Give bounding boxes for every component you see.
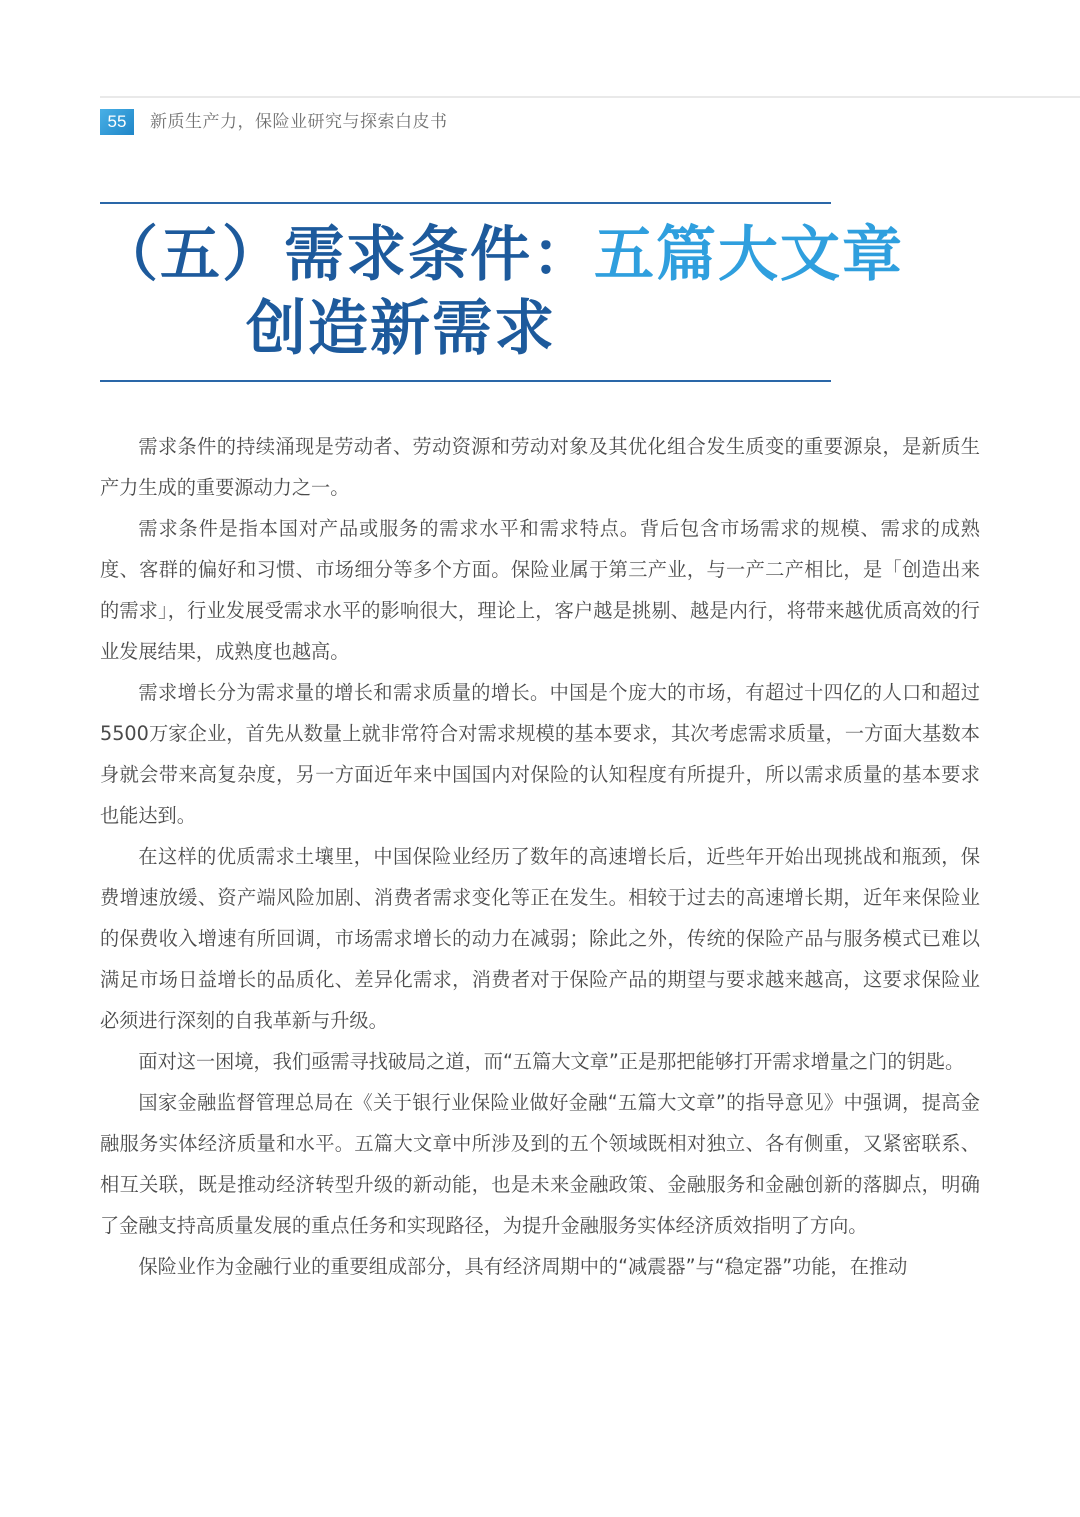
section-title-line-2: 创造新需求 — [246, 294, 556, 364]
paragraph: 需求增长分为需求量的增长和需求质量的增长。中国是个庞大的市场，有超过十四亿的人口和超过5500万家企业，首先从数量上就非常符合对需求规模的基本要求，其次考虑需求质量，一方面大基数本身就会带来高复杂度，另一方面近年来中国国内对保险的认知程度有所提升，所以需求质量的基本要求也能达到。 — [100, 681, 980, 827]
paragraph: 面对这一困境，我们亟需寻找破局之道，而“五篇大文章”正是那把能够打开需求增量之门的钥匙。 — [138, 1050, 965, 1073]
document-title: 新质生产力，保险业研究与探索白皮书 — [150, 112, 448, 132]
section-title-prefix: （五） — [98, 220, 284, 290]
paragraph: 国家金融监督管理总局在《关于银行业保险业做好金融“五篇大文章”的指导意见》中强调，提高金融服务实体经济质量和水平。五篇大文章中所涉及到的五个领域既相对独立、各有侧重，又紧密联系、相互关联，既是推动经济转型升级的新动能，也是未来金融政策、金融服务和金融创新的落脚点，明确了金融支持高质量发展的重点任务和实现路径，为提升金融服务实体经济质效指明了方向。 — [100, 1091, 980, 1237]
section-title — [98, 218, 904, 366]
page-number-badge: 55 — [100, 109, 134, 135]
title-rule-top — [100, 202, 831, 204]
section-title-line-1 — [98, 218, 904, 292]
paragraph: 保险业作为金融行业的重要组成部分，具有经济周期中的“减震器”与“稳定器”功能，在推动 — [138, 1255, 908, 1278]
header-rule — [100, 96, 1080, 98]
paragraph: 需求条件是指本国对产品或服务的需求水平和需求特点。背后包含市场需求的规模、需求的成熟度、客群的偏好和习惯、市场细分等多个方面。保险业属于第三产业，与一产二产相比，是「创造出来的需求」，行业发展受需求水平的影响很大，理论上，客户越是挑剔、越是内行，将带来越优质高效的行业发展结果，成熟度也越高。 — [100, 517, 980, 663]
title-rule-bottom — [100, 380, 831, 382]
section-title-dark: 需求条件： — [284, 220, 594, 290]
body-text — [100, 426, 980, 1287]
page-header — [100, 108, 448, 136]
paragraph: 需求条件的持续涌现是劳动者、劳动资源和劳动对象及其优化组合发生质变的重要源泉，是新质生产力生成的重要源动力之一。 — [100, 435, 980, 499]
paragraph: 在这样的优质需求土壤里，中国保险业经历了数年的高速增长后，近些年开始出现挑战和瓶颈，保费增速放缓、资产端风险加剧、消费者需求变化等正在发生。相较于过去的高速增长期，近年来保险业的保费收入增速有所回调，市场需求增长的动力在减弱；除此之外，传统的保险产品与服务模式已难以满足市场日益增长的品质化、差异化需求，消费者对于保险产品的期望与要求越来越高，这要求保险业必须进行深刻的自我革新与升级。 — [100, 845, 980, 1032]
section-title-light: 五篇大文章 — [594, 220, 904, 290]
